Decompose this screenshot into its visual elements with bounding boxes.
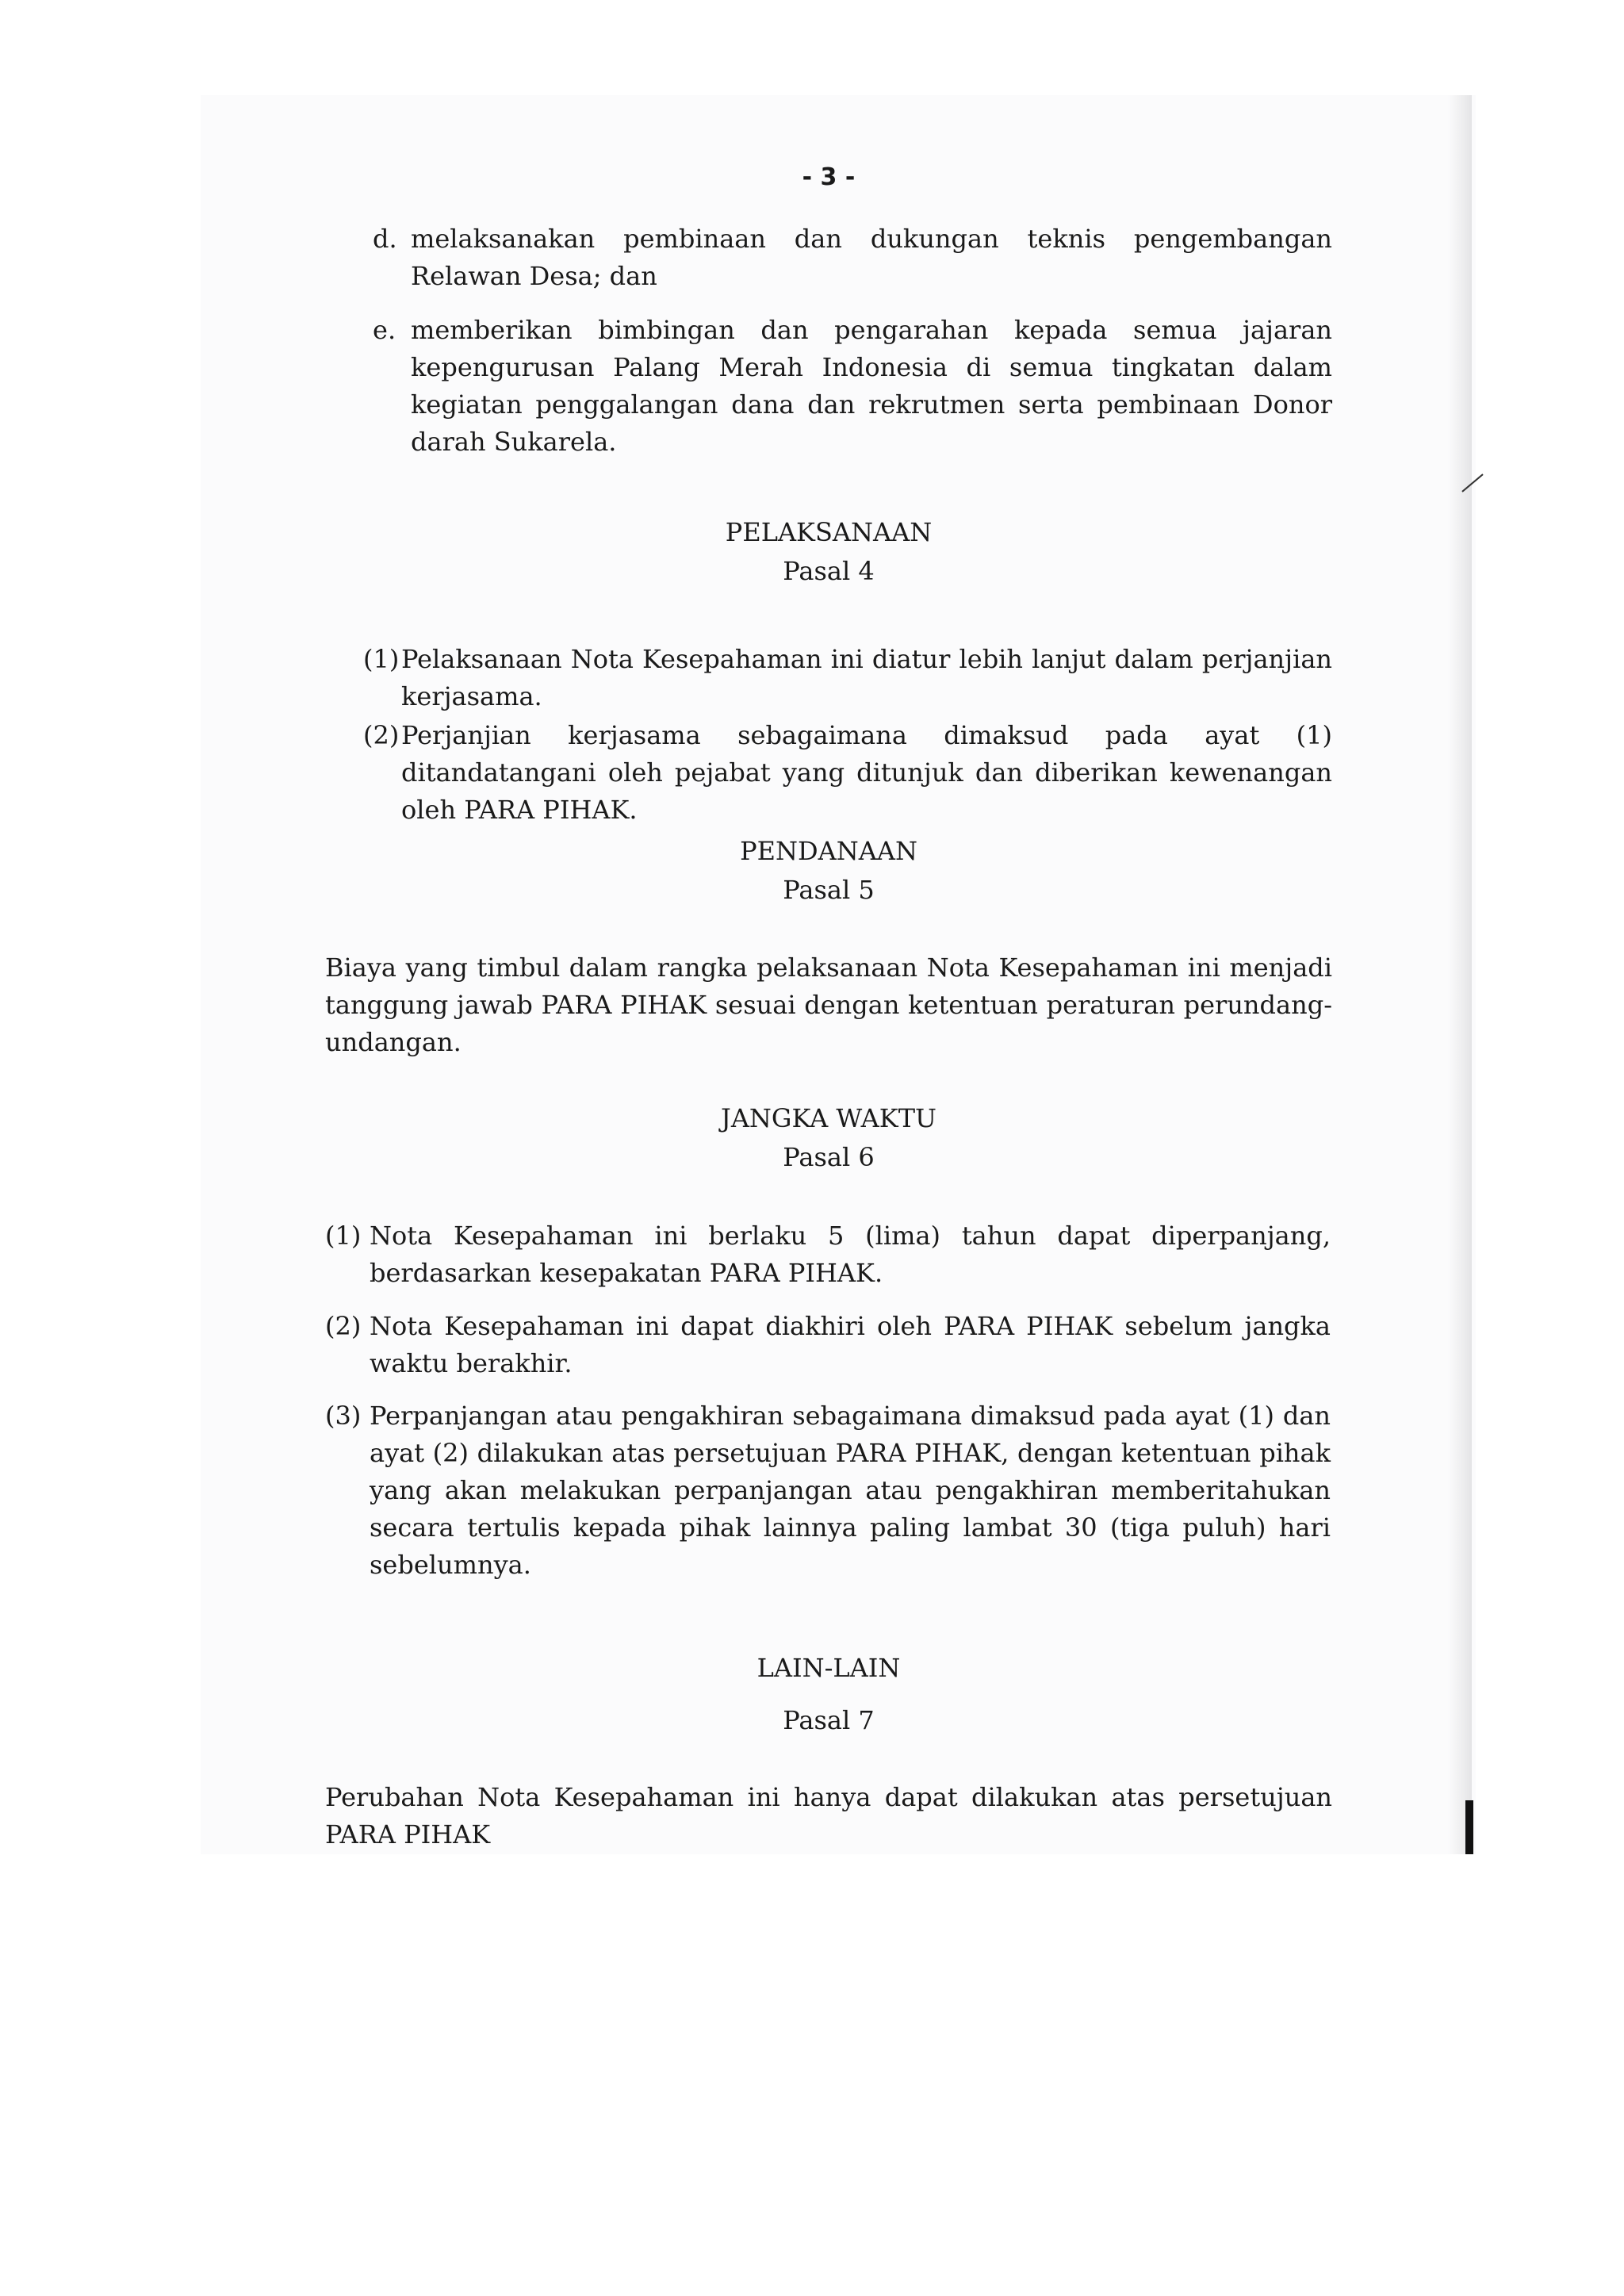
clause-text: Nota Kesepahaman ini dapat diakhiri oleh PARA PIHAK sebelum jangka waktu berakhir.	[370, 1311, 1331, 1378]
clause-label: (1)	[363, 644, 400, 674]
clause-label: (3)	[325, 1401, 362, 1431]
article-number: Pasal 6	[783, 1142, 875, 1172]
clause-text: Perjanjian kerjasama sebagaimana dimaksud pada ayat (1) ditandatangani oleh pejabat yang ditunjuk dan diberikan kewenangan oleh PARA PIHAK.	[401, 720, 1332, 825]
section-heading: JANGKA WAKTU	[720, 1103, 936, 1133]
list-item-text: memberikan bimbingan dan pengarahan kepada semua jajaran kepengurusan Palang Merah Indonesia di semua tingkatan dalam kegiatan penggalangan dana dan rekrutmen serta pembinaan Donor darah Sukarela.	[411, 315, 1332, 457]
article-body: Biaya yang timbul dalam rangka pelaksanaan Nota Kesepahaman ini menjadi tanggung jawab PARA PIHAK sesuai dengan ketentuan peraturan perundang-undangan.	[325, 953, 1332, 1057]
list-item-label: d.	[373, 224, 397, 254]
clause-label: (2)	[363, 720, 400, 750]
clause-text: Pelaksanaan Nota Kesepahaman ini diatur lebih lanjut dalam perjanjian kerjasama.	[401, 644, 1332, 711]
article-number: Pasal 7	[783, 1705, 875, 1735]
article-body: Perubahan Nota Kesepahaman ini hanya dapat dilakukan atas persetujuan PARA PIHAK	[325, 1782, 1332, 1849]
clause-label: (2)	[325, 1311, 362, 1341]
clause-text: Perpanjangan atau pengakhiran sebagaimana dimaksud pada ayat (1) dan ayat (2) dilakukan atas persetujuan PARA PIHAK, dengan ketentuan pihak yang akan melakukan perpanjangan atau pengakhiran memberitahukan secara tertulis kepada pihak lainnya paling lambat 30 (tiga puluh) hari sebelumnya.	[370, 1401, 1331, 1580]
list-item-text: melaksanakan pembinaan dan dukungan teknis pengembangan Relawan Desa; dan	[411, 224, 1332, 291]
clause-text: Nota Kesepahaman ini berlaku 5 (lima) tahun dapat diperpanjang, berdasarkan kesepakatan PARA PIHAK.	[370, 1221, 1331, 1288]
section-heading: PENDANAAN	[740, 836, 917, 866]
clause-label: (1)	[325, 1221, 362, 1251]
section-heading: PELAKSANAAN	[725, 517, 933, 547]
article-number: Pasal 5	[783, 875, 875, 905]
article-number: Pasal 4	[783, 556, 875, 586]
list-item-label: e.	[373, 315, 396, 345]
section-heading: LAIN-LAIN	[756, 1653, 901, 1683]
page-number: - 3 -	[802, 163, 856, 191]
